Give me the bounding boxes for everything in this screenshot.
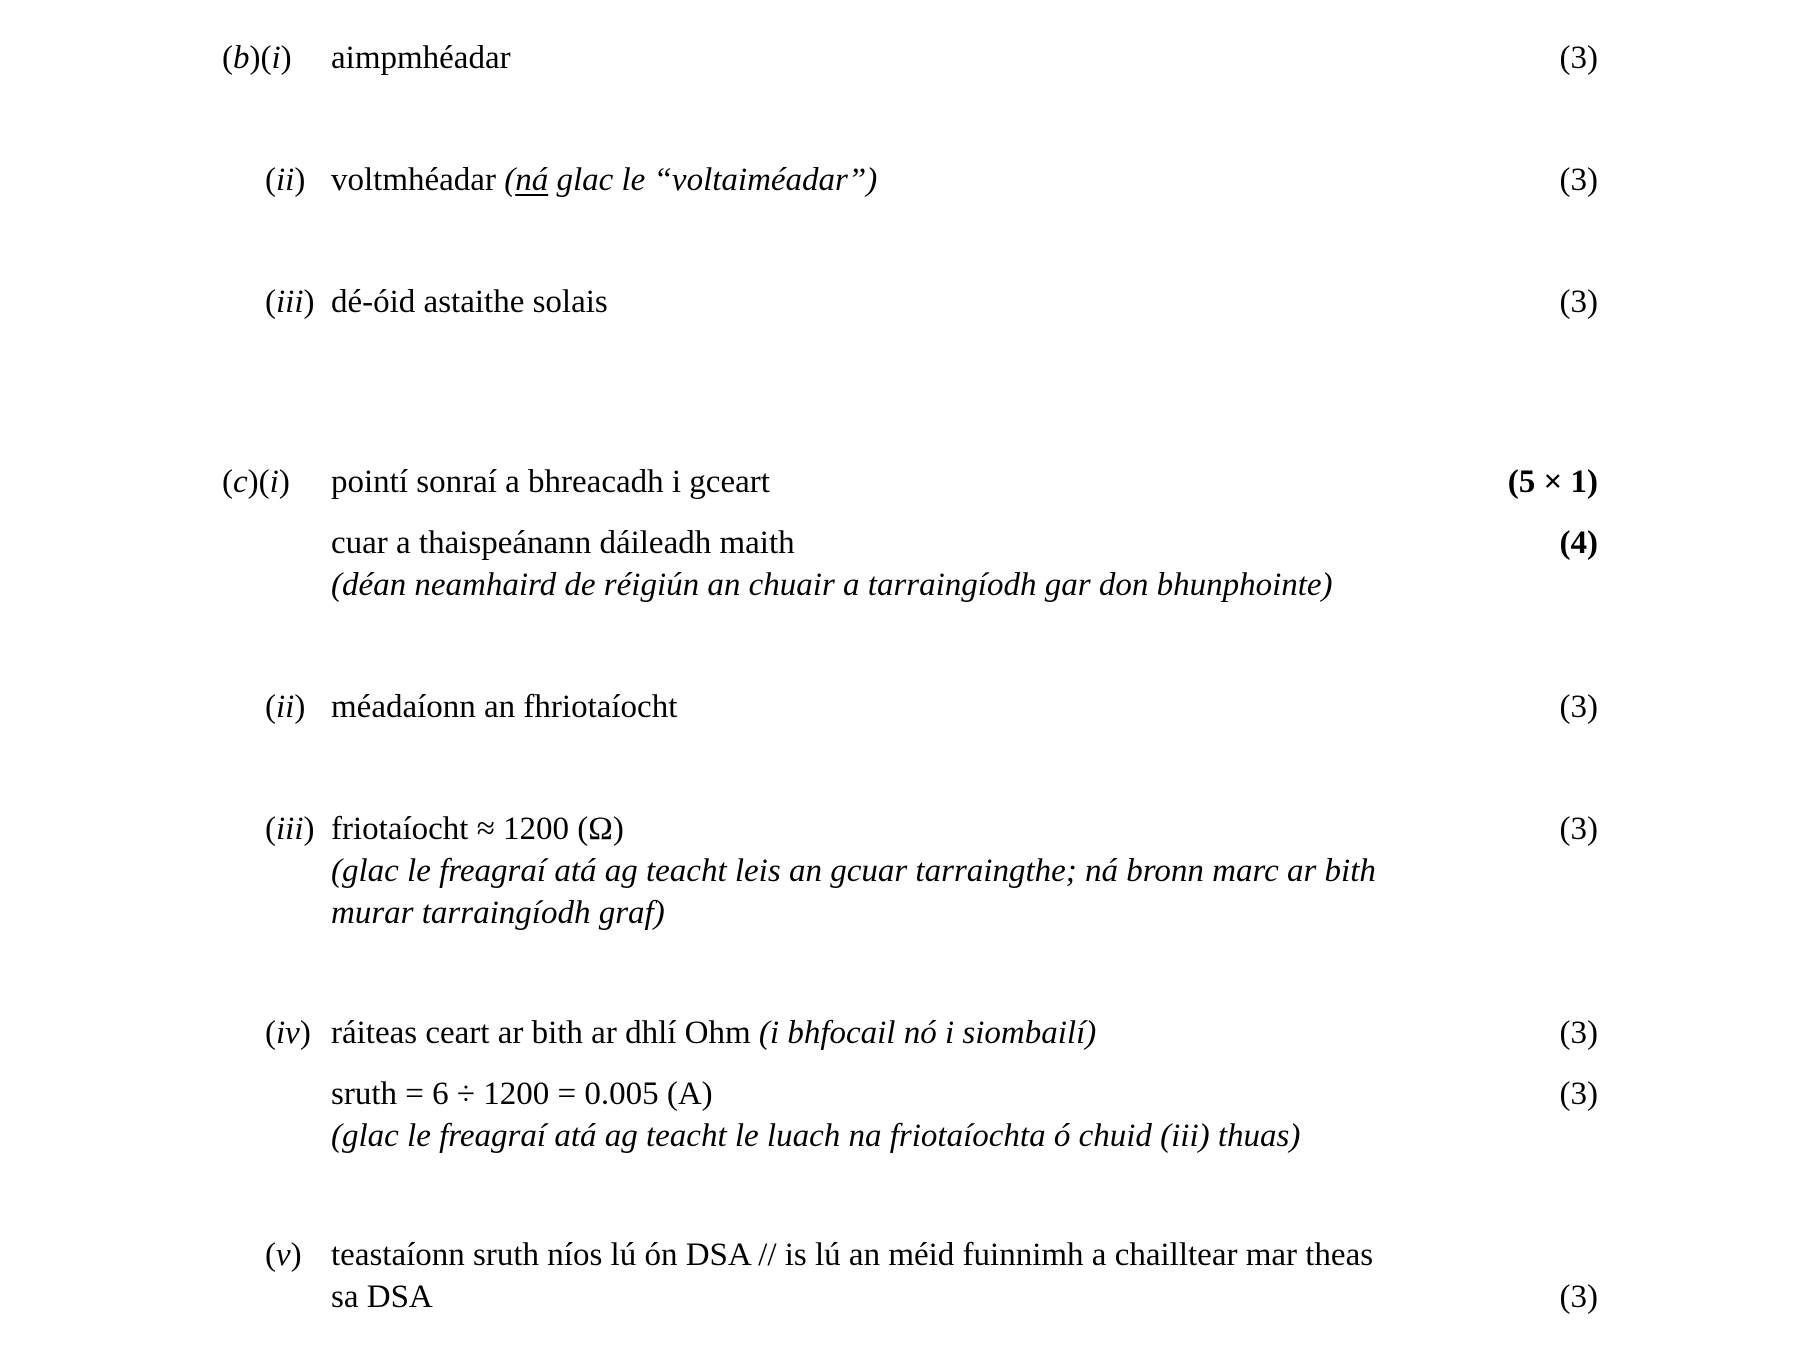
answer-text: teastaíonn sruth níos lú ón DSA // is lú an méid fuinnimh a chailltear mar theas: [331, 1237, 1374, 1273]
marks: (3): [1559, 1076, 1598, 1112]
item-label-c-iii: (iii): [265, 811, 315, 847]
answer-subtext: cuar a thaispeánann dáileadh maith: [331, 525, 795, 561]
marks: (3): [1559, 1279, 1598, 1315]
answer-text: méadaíonn an fhriotaíocht: [331, 689, 678, 725]
answer-inline-note: (i bhfocail nó i siombailí): [758, 1015, 1097, 1051]
item-label-b-i: (b)(i): [222, 40, 292, 76]
item-label-c-v: (v): [265, 1237, 302, 1273]
item-numeral: ii: [276, 689, 295, 725]
marks: (3): [1559, 811, 1598, 847]
item-numeral: iii: [276, 284, 304, 320]
answer-text: friotaíocht ≈ 1200 (Ω): [331, 811, 624, 847]
note-open: (: [504, 162, 516, 198]
note-emphasis: ná: [515, 162, 549, 198]
answer-text: dé-óid astaithe solais: [331, 284, 608, 320]
marks: (5 × 1): [1507, 464, 1598, 500]
section-letter-c: c: [233, 464, 248, 500]
item-numeral: v: [276, 1237, 291, 1273]
item-numeral: i: [269, 464, 279, 500]
marks: (3): [1559, 284, 1598, 320]
answer-subtext: sruth = 6 ÷ 1200 = 0.005 (A): [331, 1076, 713, 1112]
answer-text: [331, 1014, 1096, 1052]
answer-main: ráiteas ceart ar bith ar dhlí Ohm: [331, 1015, 751, 1051]
section-letter-b: b: [233, 40, 250, 76]
item-label-b-iii: (iii): [265, 284, 315, 320]
answer-note: murar tarraingíodh graf): [331, 895, 665, 931]
item-numeral: iv: [276, 1015, 300, 1051]
answer-note: (glac le freagraí atá ag teacht leis an gcuar tarraingthe; ná bronn marc ar bith: [331, 853, 1376, 889]
answer-text-continued: sa DSA: [331, 1279, 433, 1315]
marks: (3): [1559, 689, 1598, 725]
item-numeral: iii: [276, 811, 304, 847]
answer-text: aimpmhéadar: [331, 40, 511, 76]
marks: (3): [1559, 162, 1598, 198]
item-numeral: ii: [276, 162, 295, 198]
marks: (3): [1559, 40, 1598, 76]
answer-note: (déan neamhaird de réigiún an chuair a tarraingíodh gar don bhunphointe): [331, 567, 1333, 603]
item-label-c-i: (c)(i): [222, 464, 290, 500]
item-numeral: i: [271, 40, 281, 76]
item-label-c-ii: (ii): [265, 689, 306, 725]
answer-text: pointí sonraí a bhreacadh i gceart: [331, 464, 770, 500]
marks: (4): [1559, 525, 1598, 561]
answer-note: [504, 162, 877, 198]
item-label-c-iv: (iv): [265, 1015, 311, 1051]
answer-main: voltmhéadar: [331, 162, 496, 198]
answer-text: [331, 161, 877, 199]
marks: (3): [1559, 1015, 1598, 1051]
note-rest: glac le “voltaiméadar”): [548, 162, 878, 198]
answer-note: (glac le freagraí atá ag teacht le luach na friotaíochta ó chuid (iii) thuas): [331, 1118, 1301, 1154]
item-label-b-ii: (ii): [265, 162, 306, 198]
